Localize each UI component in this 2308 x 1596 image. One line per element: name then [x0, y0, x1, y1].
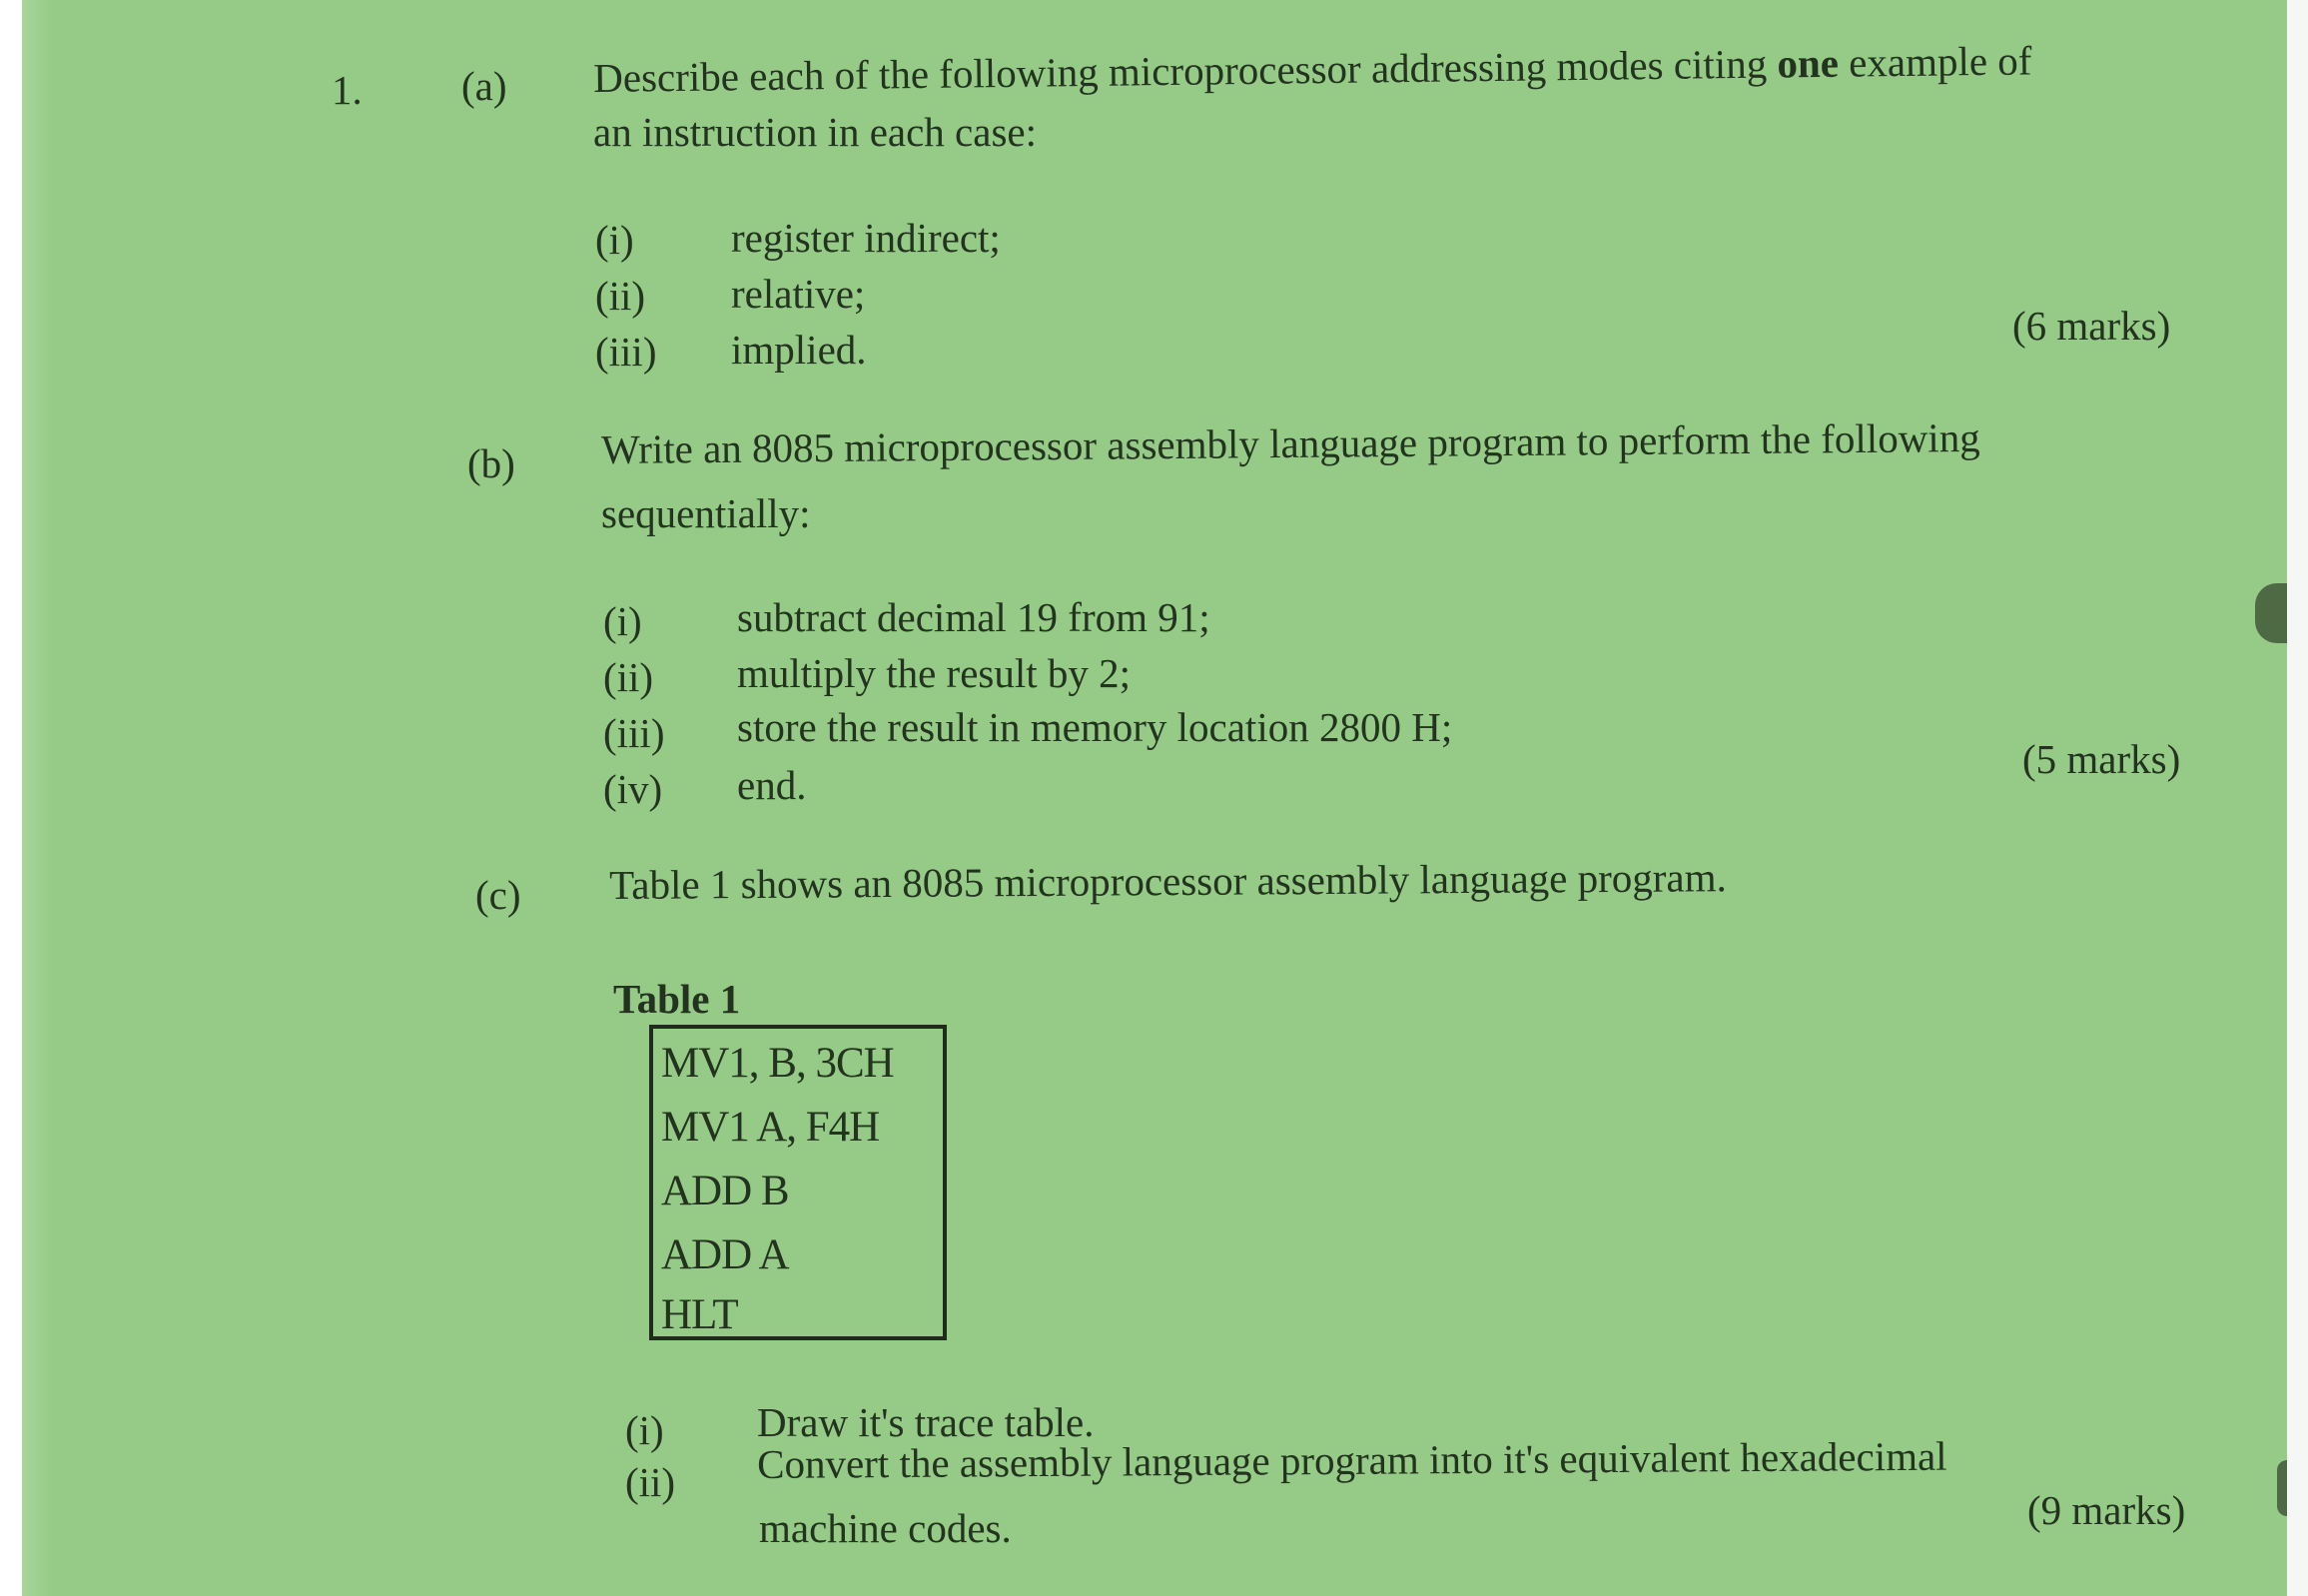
part-a-item-iii-number: (iii) [595, 329, 657, 375]
part-c-item-ii-text-line2: machine codes. [759, 1505, 1012, 1551]
part-c-item-ii-text: Convert the assembly language program into it's equivalent hexadecimal [756, 1432, 1947, 1487]
part-b-label: (b) [467, 440, 515, 486]
question-number: 1. [332, 67, 363, 113]
binder-clip-mark [2255, 583, 2287, 643]
part-b-question-line2: sequentially: [601, 490, 811, 536]
part-a-item-ii-text: relative; [731, 271, 866, 317]
part-b-item-i-number: (i) [603, 598, 642, 644]
part-b-item-iv-text: end. [737, 762, 807, 808]
code-row: MV1, B, 3CH [661, 1040, 894, 1087]
part-b-item-iii-text: store the result in memory location 2800 H; [737, 704, 1453, 750]
part-a-label: (a) [461, 63, 507, 109]
exam-paper-sheet [22, 0, 2287, 1596]
part-a-marks: (6 marks) [2012, 303, 2171, 349]
binder-clip-mark [2277, 1460, 2287, 1516]
code-row: HLT [661, 1291, 738, 1338]
part-b-item-iii-number: (iii) [603, 710, 665, 756]
part-c-marks: (9 marks) [2027, 1487, 2186, 1533]
part-b-item-ii-text: multiply the result by 2; [737, 650, 1132, 696]
code-row: ADD A [661, 1231, 789, 1278]
part-a-question-line2: an instruction in each case: [593, 109, 1037, 155]
part-c-label: (c) [475, 872, 521, 918]
part-c-item-ii-number: (ii) [625, 1459, 676, 1505]
part-a-item-i-text: register indirect; [731, 215, 1001, 261]
code-row: MV1 A, F4H [661, 1104, 880, 1151]
code-table [649, 1025, 947, 1340]
part-a-item-ii-number: (ii) [595, 273, 646, 319]
part-b-item-iv-number: (iv) [603, 766, 663, 812]
part-a-item-i-number: (i) [595, 217, 634, 263]
part-a-item-iii-text: implied. [731, 327, 867, 373]
part-b-question-line1: Write an 8085 microprocessor assembly language program to perform the following [600, 413, 1980, 472]
page-shadow [22, 0, 52, 1596]
page-edge [2287, 0, 2308, 1596]
code-row: ADD B [661, 1168, 789, 1214]
part-c-question-line1: Table 1 shows an 8085 microprocessor assembly language program. [608, 854, 1727, 908]
part-b-item-ii-number: (ii) [603, 654, 654, 700]
part-b-item-i-text: subtract decimal 19 from 91; [737, 594, 1210, 640]
part-c-item-i-text: Draw it's trace table. [757, 1399, 1095, 1445]
part-b-marks: (5 marks) [2022, 736, 2181, 782]
part-a-question-line1: Describe each of the following microprocessor addressing modes citing one example of [592, 37, 2032, 101]
table-caption: Table 1 [613, 976, 741, 1022]
part-c-item-i-number: (i) [625, 1407, 664, 1453]
